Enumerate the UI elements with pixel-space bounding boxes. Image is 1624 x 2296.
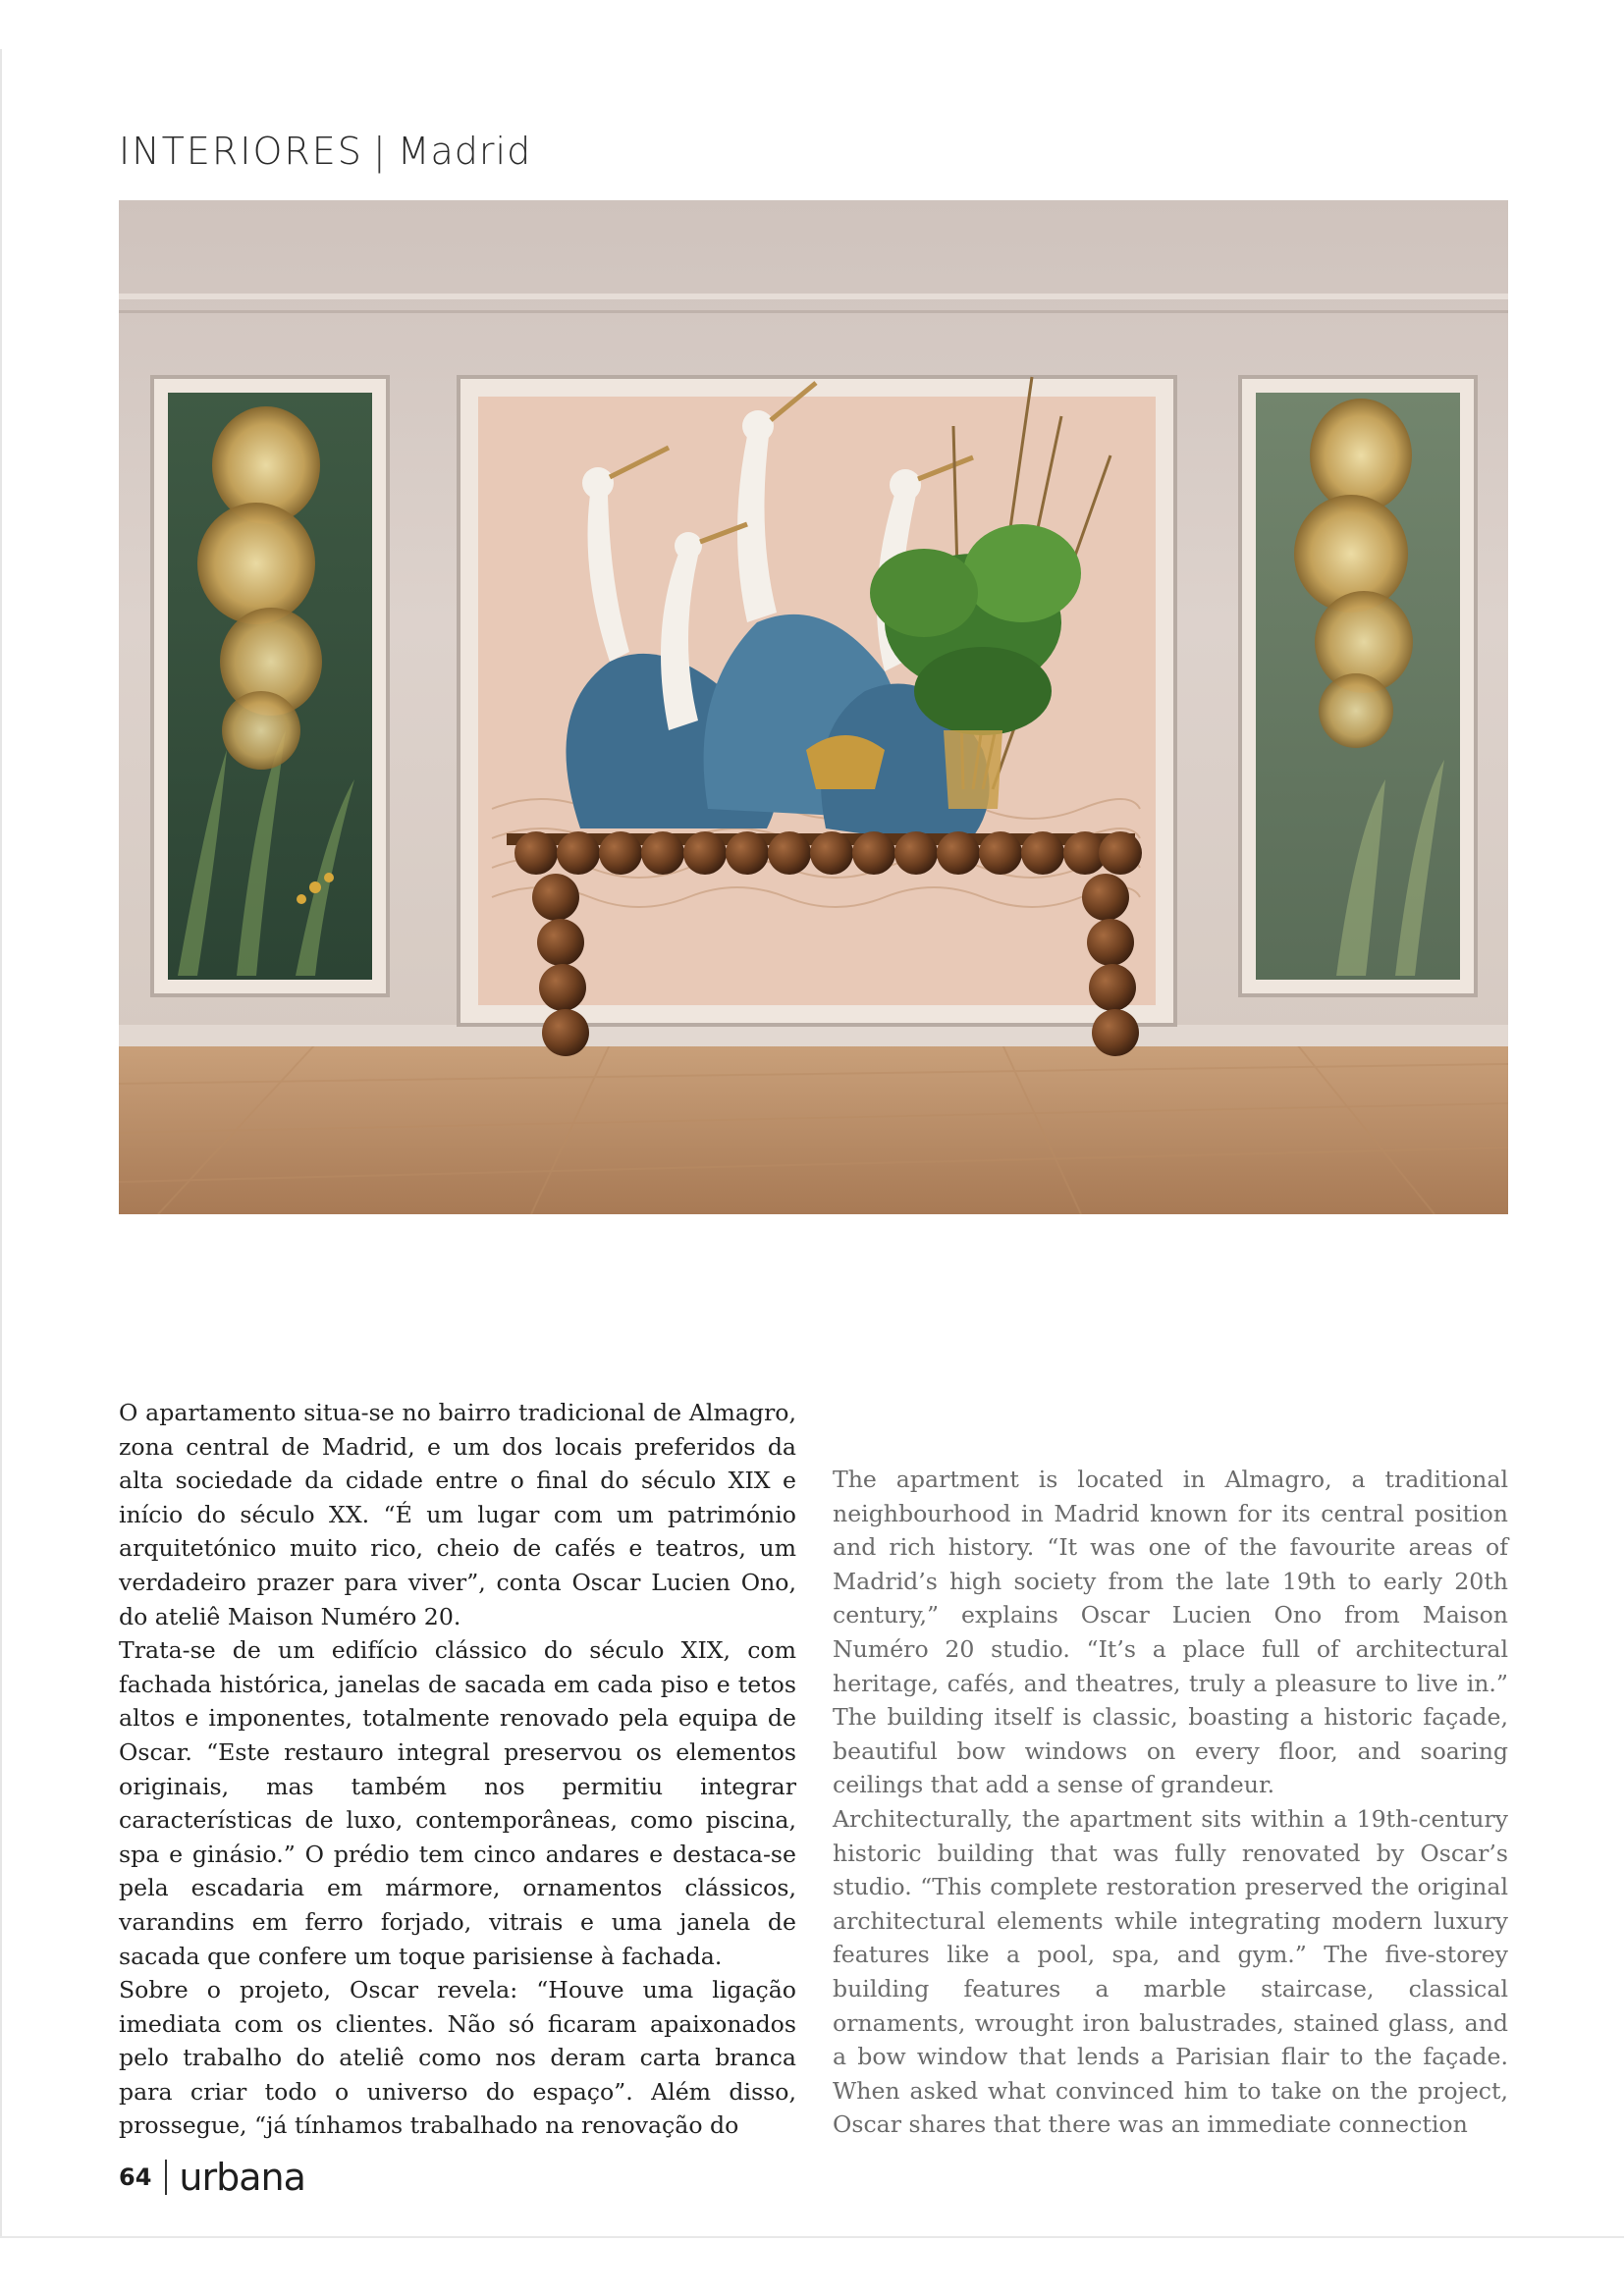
header-separator: | bbox=[372, 130, 388, 173]
article-text-portuguese bbox=[119, 1396, 796, 2143]
paragraph-pt-1: O apartamento situa-se no bairro tradicional de Almagro, zona central de Madrid, e um dos locais preferidos da alta sociedade da cidade entre o final do século XIX e início do século XX. “É um lugar com um património arquitetónico muito rico, cheio de cafés e teatros, um verdadeiro prazer para viver”, conta Oscar Lucien Ono, do ateliê Maison Numéro 20. bbox=[119, 1399, 796, 1630]
paragraph-en-2: Architecturally, the apartment sits within a 19th-century historic building that was fully renovated by Oscar’s studio. “This complete restoration preserved the original architectural elements while integrating modern luxury features like a pool, spa, and gym.” The five-storey building features a marble staircase, classical ornaments, wrought iron balustrades, stained glass, and a bow window that lends a Parisian flair to the façade. When asked what convinced him to take on the project, Oscar shares that there was an immediate connection bbox=[833, 1804, 1508, 2139]
section-header bbox=[119, 130, 531, 173]
interior-photo bbox=[119, 200, 1508, 1214]
magazine-logo: urbana bbox=[179, 2156, 305, 2199]
page-number: 64 bbox=[119, 2163, 152, 2191]
page-edge bbox=[0, 49, 2, 2238]
paragraph-pt-2: Trata-se de um edifício clássico do século XIX, com fachada histórica, janelas de sacada em cada piso e tetos altos e imponentes, totalmente renovado pela equipa de Oscar. “Este restauro integral preservou os elementos originais, mas também nos permitiu integrar características de luxo, contemporâneas, como piscina, spa e ginásio.” O prédio tem cinco andares e destaca-se pela escadaria em mármore, ornamentos clássicos, varandins em ferro forjado, vitrais e uma janela de sacada que confere um toque parisiense à fachada. bbox=[119, 1636, 796, 1970]
section-title: INTERIORES bbox=[119, 130, 363, 173]
paragraph-en-1: The apartment is located in Almagro, a traditional neighbourhood in Madrid known for its central position and rich history. “It was one of the favourite areas of Madrid’s high society from the late 19th to early 20th century,” explains Oscar Lucien Ono from Maison Numéro 20 studio. “It’s a place full of architectural heritage, cafés, and theatres, truly a pleasure to live in.” The building itself is classic, boasting a historic façade, beautiful bow windows on every floor, and soaring ceilings that add a sense of grandeur. bbox=[833, 1466, 1508, 1799]
page-edge-bottom bbox=[0, 2236, 1624, 2238]
paragraph-pt-3: Sobre o projeto, Oscar revela: “Houve uma ligação imediata com os clientes. Não só ficaram apaixonados pelo trabalho do ateliê como nos deram carta branca para criar todo o universo do espaço”. Além disso, prossegue, “já tínhamos trabalhado na renovação do bbox=[119, 1976, 796, 2140]
section-location: Madrid bbox=[397, 130, 532, 173]
footer-separator bbox=[165, 2160, 167, 2195]
page-footer bbox=[119, 2156, 305, 2199]
article-text-english bbox=[833, 1463, 1508, 2142]
